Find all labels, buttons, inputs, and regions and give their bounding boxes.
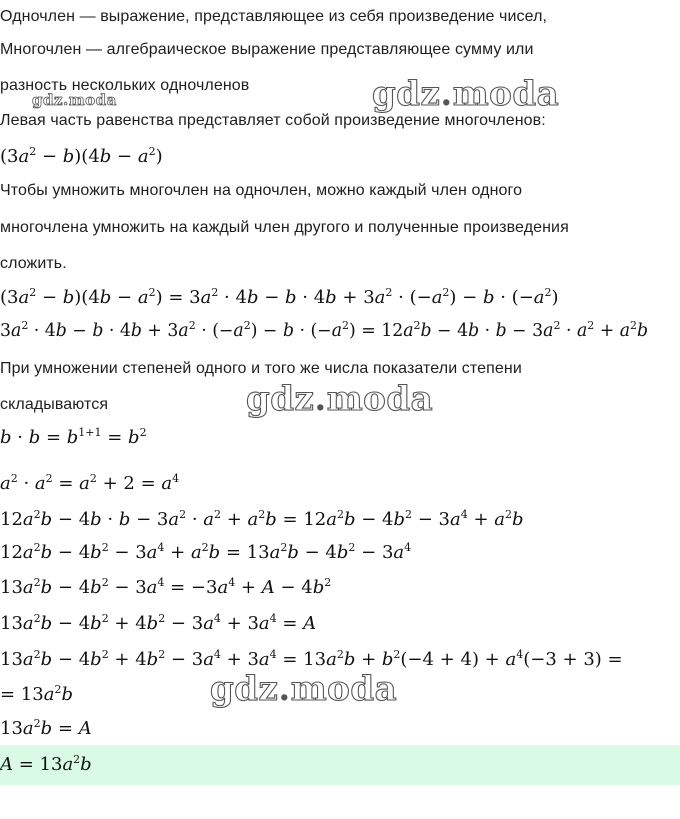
math-line: $13a^2b - 4b^2 + 4b^2 - 3a^4 + 3a^4 = 13a^2b + b^2(-4 + 4) + a^4(-3 + 3)$ = [0, 648, 623, 670]
math-line: $12a^2b - 4b^2 - 3a^4 + a^2b = 13a^2b - 4b^2 - 3a^4$ [0, 541, 412, 563]
answer-line: $A = 13a^2b$ [0, 753, 92, 775]
math-line: = $13a^2b$ [0, 683, 73, 705]
math-line: $13a^2b = A$ [0, 717, 92, 739]
text-line: сложить. [0, 255, 67, 272]
math-line: $b \cdot b = b^{1+1} = b^2$ [0, 426, 147, 448]
text-line: складываются [0, 396, 109, 413]
math-line: $(3a^2 - b)(4b - a^2)$ [0, 145, 163, 167]
answer-highlight [0, 745, 680, 785]
math-line: $3a^2 \cdot 4b - b \cdot 4b + 3a^2 \cdot (-a^2) - b \cdot (-a^2) = 12a^2b - 4b \cdot b - 3a^2 \cdot a^2 + a^2b$ [0, 319, 649, 341]
math-line: $(3a^2 - b)(4b - a^2) = 3a^2 \cdot 4b - b \cdot 4b + 3a^2 \cdot (-a^2) - b \cdot (-a^2)$ [0, 286, 559, 308]
math-line: $13a^2b - 4b^2 - 3a^4 = -3a^4 + A - 4b^2$ [0, 576, 332, 598]
watermark: gdz.moda [372, 74, 560, 114]
watermark: gdz.moda [32, 91, 117, 109]
text-line: разность нескольких одночленов [0, 77, 250, 94]
text-line: Одночлен — выражение, представляющее из себя произведение чисел, [0, 8, 548, 25]
math-line: $12a^2b - 4b \cdot b - 3a^2 \cdot a^2 + a^2b = 12a^2b - 4b^2 - 3a^4 + a^2b$ [0, 508, 524, 530]
watermark: gdz.moda [210, 669, 398, 709]
watermark: gdz.moda [246, 379, 434, 419]
math-line: $a^2 \cdot a^2 = a^2 + 2 = a^4$ [0, 472, 180, 494]
text-line: Многочлен — алгебраическое выражение представляющее сумму или [0, 41, 534, 58]
text-line: При умножении степеней одного и того же числа показатели степени [0, 360, 522, 377]
text-line: Чтобы умножить многочлен на одночлен, можно каждый член одного [0, 182, 523, 199]
text-line: многочлена умножить на каждый член другого и полученные произведения [0, 219, 569, 236]
text-line: Левая часть равенства представляет собой произведение многочленов: [0, 112, 546, 129]
math-line: $13a^2b - 4b^2 + 4b^2 - 3a^4 + 3a^4 = A$ [0, 612, 317, 634]
